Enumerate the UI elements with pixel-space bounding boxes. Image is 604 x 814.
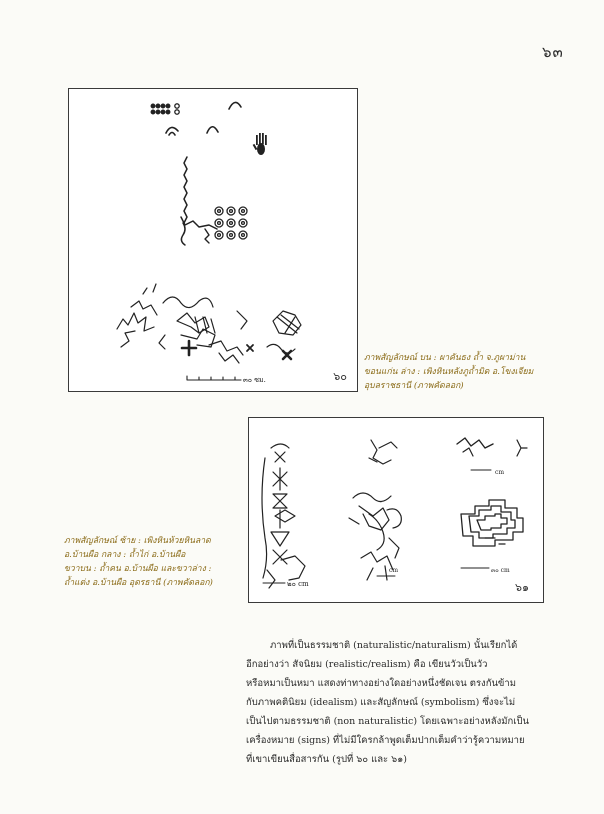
- dots-cluster: [151, 104, 179, 114]
- figure-61-caption: [64, 534, 246, 590]
- concentric-circles: [215, 207, 247, 239]
- body-line: เป็นไปตามธรรมชาติ (non naturalistic) โดยเฉพาะอย่างหลังมักเป็น: [246, 716, 530, 727]
- caption-line: อุบลราชธานี (ภาพคัดลอก): [364, 381, 464, 391]
- caption-line: ถ้ำแต่ง อ.บ้านผือ อุดรธานี (ภาพคัดลอก): [64, 578, 213, 588]
- figure-61-scale-label-mid: cm: [389, 567, 399, 574]
- cross-marks: [182, 341, 291, 359]
- middle-panel: [349, 493, 401, 580]
- body-line: อีกอย่างว่า สัจนิยม (realistic/realism) คือ เขียนวัวเป็นวัว: [246, 659, 488, 670]
- body-line: ที่เขาเขียนสื่อสารกัน (รูปที่ ๖๐ และ ๖๑): [246, 754, 407, 765]
- body-line: หรือหมาเป็นหมา แสดงท่าทางอย่างใดอย่างหนึ่งชัดเจน ตรงกันข้าม: [246, 678, 517, 689]
- body-line: เครื่องหมาย (signs) ที่ไม่มีใครกล้าพูดเต็มปากเต็มคำว่ารู้ความหมาย: [246, 735, 525, 746]
- figure-61-scale-label-rb: ๓๐ cm: [491, 567, 510, 574]
- figure-60-scale-label: ๓๐ ซม.: [243, 376, 266, 384]
- hand-print: [253, 133, 267, 155]
- figure-61-number: ๖๑: [515, 581, 529, 594]
- caption-line: ภาพสัญลักษณ์ ซ้าย : เพิงหินห้วยหินลาด: [64, 536, 211, 546]
- caption-line: ขอนแก่น ล่าง : เพิงหินหลังภูถ้ำมิด อ.โขงเจียม: [364, 367, 534, 377]
- body-line: กับภาพคตินิยม (idealism) และสัญลักษณ์ (symbolism) ซึ่งจะไม่: [246, 697, 516, 708]
- right-bottom: [461, 500, 523, 574]
- left-panel: [262, 444, 309, 588]
- figure-61-drawing: [249, 418, 543, 602]
- middle-top: [369, 440, 397, 464]
- caption-line: ภาพสัญลักษณ์ บน : ผาคันธง ถ้ำ จ.ภูผาม่าน: [364, 353, 526, 363]
- figure-61-scale-label-rt: cm: [495, 469, 505, 476]
- figure-60-number: ๖๐: [333, 370, 347, 383]
- body-paragraph: [246, 636, 548, 769]
- figure-60-drawing: [69, 89, 357, 391]
- caption-line: อ.บ้านผือ กลาง : ถ้ำไก่ อ.บ้านผือ: [64, 550, 186, 560]
- right-top: [457, 438, 527, 476]
- figure-60-caption: [364, 351, 564, 393]
- lower-panel: [117, 284, 301, 363]
- page-number: ๖๓: [542, 43, 564, 61]
- caption-line: ขวาบน : ถ้ำคน อ.บ้านผือ และขวาล่าง :: [64, 564, 212, 574]
- figure-61-scale-label-left: ๒๐ cm: [287, 580, 309, 588]
- body-line: ภาพที่เป็นธรรมชาติ (naturalistic/naturalism) นั้นเรียกได้: [270, 640, 518, 651]
- figure-60: [68, 88, 358, 392]
- figure-61: [248, 417, 544, 603]
